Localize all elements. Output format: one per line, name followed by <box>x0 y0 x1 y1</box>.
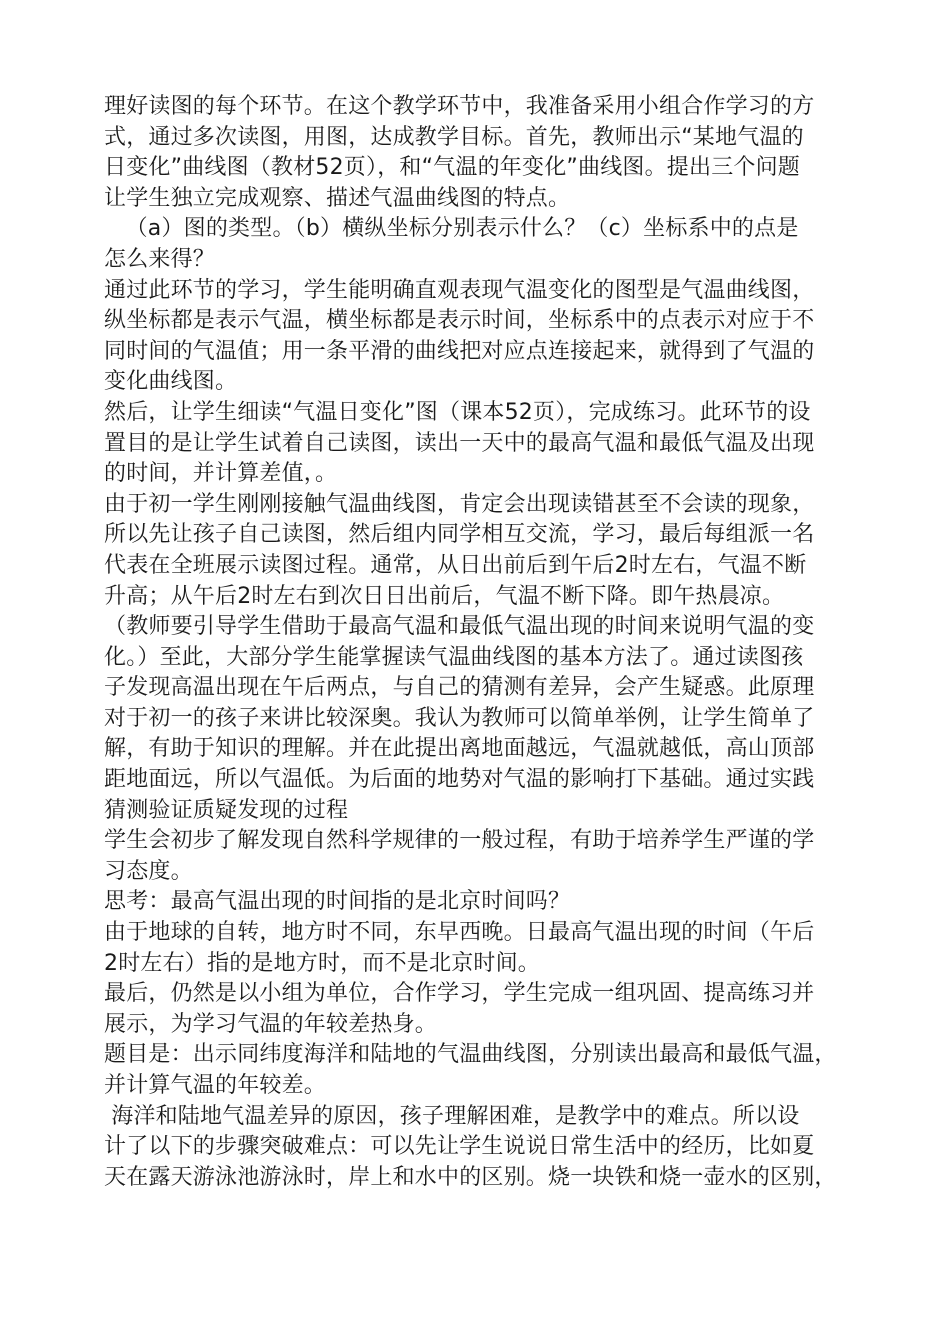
text-line: 变化曲线图。 <box>104 369 238 395</box>
text-line: 怎么来得？ <box>104 246 216 272</box>
text-line: （教师要引导学生借助于最高气温和最低气温出现的时间来说明气温的变 <box>104 614 815 640</box>
text-line: 子发现高温出现在午后两点，与自己的猜测有差异，会产生疑惑。此原理 <box>104 675 815 701</box>
text-line: 纵坐标都是表示气温，横坐标都是表示时间，坐标系中的点表示对应于不 <box>104 308 815 334</box>
text-line: 解，有助于知识的理解。并在此提出离地面越远，气温就越低，高山顶部 <box>104 736 815 762</box>
text-line: 并计算气温的年较差。 <box>104 1073 327 1098</box>
text-line: 日变化”曲线图（教材52页），和“气温的年变化”曲线图。提出三个问题 <box>104 155 800 181</box>
text-line: （a）图的类型。（b）横纵坐标分别表示什么？（c）坐标系中的点是 <box>104 216 799 242</box>
text-line: 然后，让学生细读“气温日变化”图（课本52页），完成练习。此环节的设 <box>104 399 811 425</box>
text-line: 2时左右）指的是地方时，而不是北京时间。 <box>104 950 540 976</box>
text-line: 式，通过多次读图，用图，达成教学目标。首先，教师出示“某地气温的 <box>104 124 804 150</box>
text-line: 猜测验证质疑发现的过程 <box>104 797 349 823</box>
text-line: 理好读图的每个环节。在这个教学环节中，我准备采用小组合作学习的方 <box>104 94 815 119</box>
text-line: 化。）至此，大部分学生能掌握读气温曲线图的基本方法了。通过读图孩 <box>104 644 804 670</box>
text-line: 海洋和陆地气温差异的原因，孩子理解困难，是教学中的难点。所以设 <box>104 1103 800 1129</box>
body-text <box>104 92 864 1193</box>
text-line: 同时间的气温值；用一条平滑的曲线把对应点连接起来，就得到了气温的 <box>104 338 815 364</box>
text-line: 代表在全班展示读图过程。通常，从日出前后到午后2时左右，气温不断 <box>104 552 807 578</box>
text-line: 展示，为学习气温的年较差热身。 <box>104 1011 438 1037</box>
text-line: 所以先让孩子自己读图，然后组内同学相互交流，学习，最后每组派一名 <box>104 522 815 548</box>
text-line: 天在露天游泳池游泳时，岸上和水中的区别。烧一块铁和烧一壶水的区别， <box>104 1164 837 1190</box>
text-line: 最后，仍然是以小组为单位，合作学习，学生完成一组巩固、提高练习并 <box>104 981 815 1007</box>
text-line: 升高；从午后2时左右到次日日出前后，气温不断下降。即午热晨凉。 <box>104 583 785 609</box>
text-line: 对于初一的孩子来讲比较深奥。我认为教师可以简单举例，让学生简单了 <box>104 705 815 731</box>
text-line: 习态度。 <box>104 858 193 884</box>
text-line: 题目是：出示同纬度海洋和陆地的气温曲线图，分别读出最高和最低气温， <box>104 1042 837 1068</box>
text-line: 让学生独立完成观察、描述气温曲线图的特点。 <box>104 185 571 211</box>
text-line: 由于初一学生刚刚接触气温曲线图，肯定会出现读错甚至不会读的现象， <box>104 491 815 517</box>
text-line: 由于地球的自转，地方时不同，东早西晚。日最高气温出现的时间（午后 <box>104 920 815 946</box>
text-line: 置目的是让学生试着自己读图，读出一天中的最高气温和最低气温及出现 <box>104 430 815 456</box>
text-line: 通过此环节的学习，学生能明确直观表现气温变化的图型是气温曲线图， <box>104 277 815 303</box>
text-line: 学生会初步了解发现自然科学规律的一般过程，有助于培养学生严谨的学 <box>104 828 815 854</box>
text-line: 的时间，并计算差值，。 <box>104 461 338 487</box>
text-line: 思考：最高气温出现的时间指的是北京时间吗？ <box>104 889 571 915</box>
text-line: 距地面远，所以气温低。为后面的地势对气温的影响打下基础。通过实践 <box>104 767 815 793</box>
text-line: 计了以下的步骤突破难点：可以先让学生说说日常生活中的经历，比如夏 <box>104 1134 815 1160</box>
